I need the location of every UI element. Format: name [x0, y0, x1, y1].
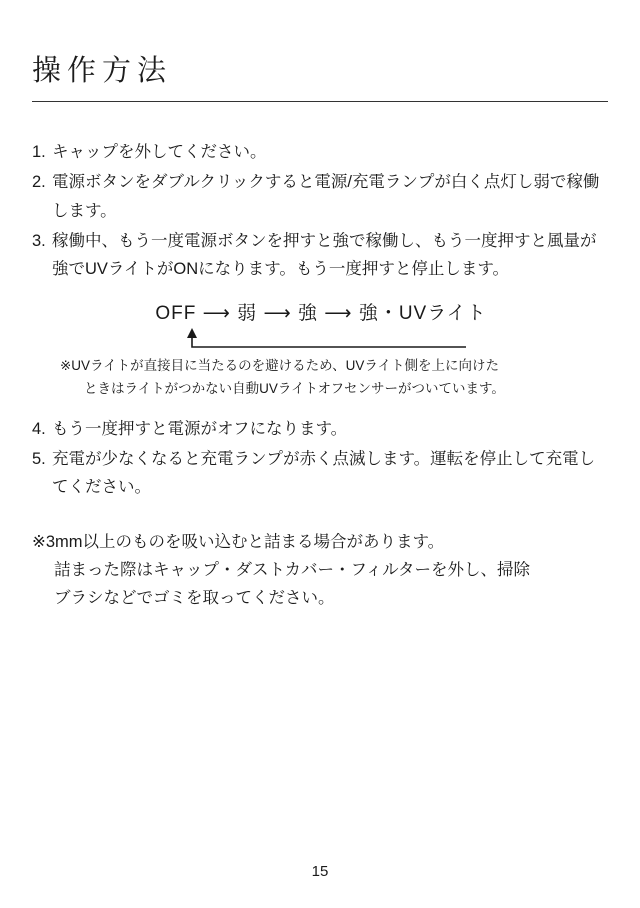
- warning-note-line1: ※3mm以上のものを吸い込むと詰まる場合があります。: [32, 532, 445, 551]
- list-item-text: もう一度押すと電源がオフになります。: [52, 419, 348, 438]
- list-item: [32, 445, 610, 502]
- flow-item-high-uv: 強・UVライト: [358, 302, 487, 324]
- list-item-text: 電源ボタンをダブルクリックすると電源/充電ランプが白く点灯し弱で稼働します。: [52, 173, 600, 220]
- instructions-body: [30, 138, 610, 613]
- loop-back-arrow-icon: [156, 327, 486, 353]
- uv-sensor-note-line1: ※UVライトが直接目に当たるのを避けるため、UVライト側を上に向けた: [60, 357, 499, 373]
- list-item-number: 2.: [32, 173, 46, 192]
- list-item: [32, 227, 610, 284]
- list-item-number: 4.: [32, 419, 46, 438]
- list-item: [32, 168, 610, 225]
- list-item-number: 3.: [32, 231, 46, 250]
- list-item-text: 充電が少なくなると充電ランプが赤く点滅します。運転を停止して充電してください。: [52, 449, 596, 497]
- flow-item-off: OFF: [155, 302, 197, 324]
- list-item-text: キャップを外してください。: [52, 142, 267, 161]
- warning-note-line2: 詰まった際はキャップ・ダストカバー・フィルターを外し、掃除: [54, 561, 531, 580]
- list-item-number: 1.: [32, 142, 46, 161]
- list-item: [32, 415, 610, 443]
- title-divider: [32, 101, 608, 102]
- flow-item-high: 強: [297, 302, 318, 324]
- list-item-text: 稼働中、もう一度電源ボタンを押すと強で稼働し、もう一度押すと風量が強でUVライトがONになります。もう一度押すと停止します。: [52, 231, 597, 279]
- page-title: 操作方法: [32, 55, 173, 87]
- uv-sensor-note-line2: ときはライトがつかない自動UVライトオフセンサーがついています。: [84, 380, 505, 396]
- mode-flow-diagram: [32, 298, 610, 325]
- list-item: [32, 138, 610, 166]
- flow-arrow-icon: ⟶: [202, 302, 231, 324]
- page-number: 15: [311, 863, 329, 880]
- flow-item-low: 弱: [237, 302, 258, 324]
- flow-arrow-icon: ⟶: [324, 302, 353, 324]
- spacer: [32, 504, 610, 528]
- warning-note-line3: ブラシなどでゴミを取ってください。: [54, 589, 335, 608]
- flow-arrow-icon: ⟶: [263, 302, 292, 324]
- list-item-number: 5.: [32, 449, 46, 468]
